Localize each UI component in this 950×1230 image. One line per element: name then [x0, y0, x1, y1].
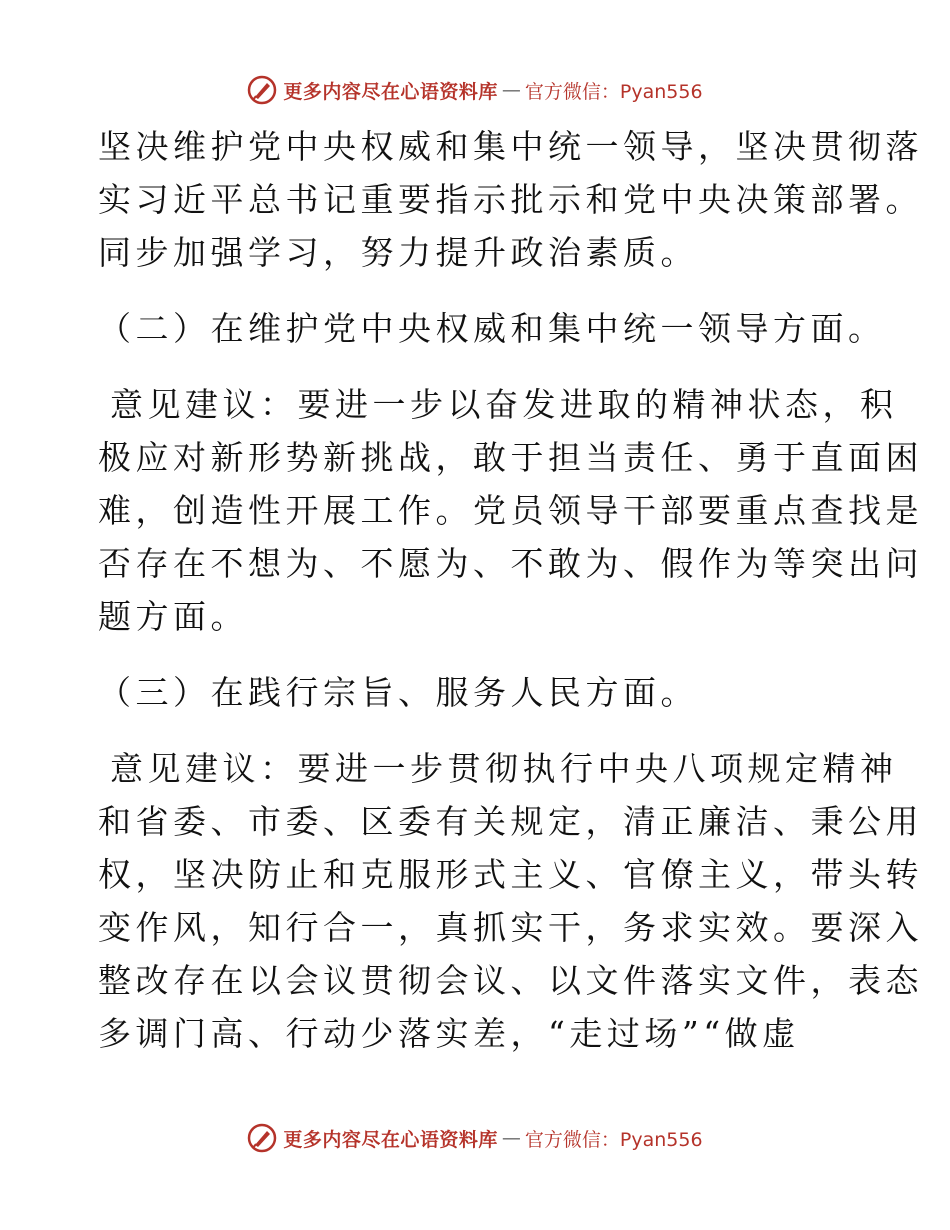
document-body — [98, 120, 923, 1060]
text-line: 难，创造性开展工作。党员领导干部要重点查找是 — [98, 491, 923, 530]
text-line: 权，坚决防止和克服形式主义、官僚主义，带头转 — [98, 855, 923, 894]
header-banner — [0, 70, 950, 110]
text-line: 实习近平总书记重要指示批示和党中央决策部署。 — [98, 180, 923, 219]
paragraph-3 — [98, 742, 923, 1060]
text-line: 变作风，知行合一，真抓实干，务求实效。要深入 — [98, 908, 923, 947]
banner-separator: — — [501, 1127, 521, 1149]
text-line: 题方面。 — [98, 597, 248, 636]
banner-wechat: 官方微信：Pyan556 — [524, 1128, 703, 1151]
text-line: 意见建议：要进一步以奋发进取的精神状态，积 — [110, 385, 898, 424]
text-line: 意见建议：要进一步贯彻执行中央八项规定精神 — [110, 749, 898, 788]
text-line: 多调门高、行动少落实差，“走过场”“做虚 — [98, 1014, 800, 1053]
banner-title: 更多内容尽在心语资料库 — [283, 1128, 498, 1151]
text-line: 和省委、市委、区委有关规定，清正廉洁、秉公用 — [98, 802, 923, 841]
footer-banner — [0, 1118, 950, 1158]
text-line: 整改存在以会议贯彻会议、以文件落实文件，表态 — [98, 961, 923, 1000]
section-heading-3: （三）在践行宗旨、服务人民方面。 — [98, 673, 698, 712]
paragraph-1 — [98, 120, 923, 279]
quill-pen-icon — [247, 1123, 277, 1153]
paragraph-2 — [98, 378, 923, 643]
section-heading-2: （二）在维护党中央权威和集中统一领导方面。 — [98, 309, 886, 348]
text-line: 坚决维护党中央权威和集中统一领导，坚决贯彻落 — [98, 127, 923, 166]
banner-title: 更多内容尽在心语资料库 — [283, 80, 498, 103]
text-line: 极应对新形势新挑战，敢于担当责任、勇于直面困 — [98, 438, 923, 477]
text-line: 同步加强学习，努力提升政治素质。 — [98, 233, 698, 272]
banner-wechat: 官方微信：Pyan556 — [524, 80, 703, 103]
banner-separator: — — [501, 79, 521, 101]
text-line: 否存在不想为、不愿为、不敢为、假作为等突出问 — [98, 544, 923, 583]
quill-pen-icon — [247, 75, 277, 105]
